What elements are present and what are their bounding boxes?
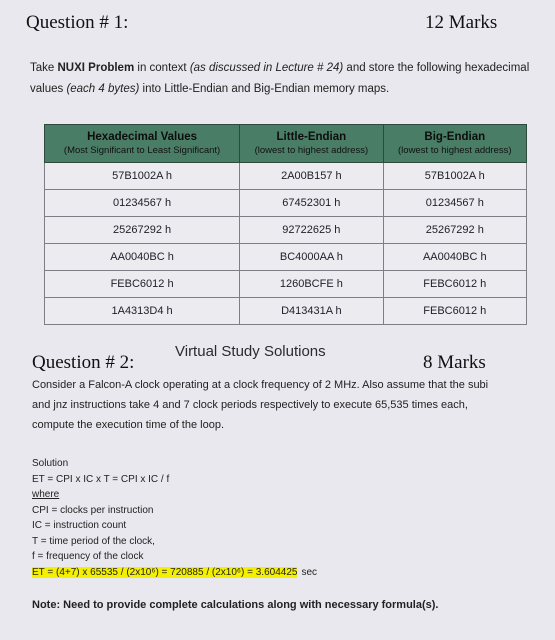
table-row (45, 298, 527, 325)
table-header-row (45, 125, 527, 163)
cell-little: 2A00B157 h (240, 163, 383, 190)
cell-big: 25267292 h (383, 217, 526, 244)
question2-line2: and jnz instructions take 4 and 7 clock periods respectively to execute 65,535 times each, (32, 399, 468, 411)
question2-line3: compute the execution time of the loop. (32, 419, 225, 431)
memory-map-table (44, 124, 527, 325)
table-row (45, 163, 527, 190)
table-row (45, 190, 527, 217)
cell-hex: 1A4313D4 h (45, 298, 240, 325)
solution-def: IC = instruction count (32, 520, 127, 531)
header-big-endian: Big-Endian (lowest to highest address) (383, 125, 526, 163)
question2-marks: 8 Marks (423, 352, 486, 373)
cell-big: FEBC6012 h (383, 298, 526, 325)
question1-title: Question # 1: (26, 12, 129, 33)
question2-prompt (32, 375, 532, 435)
cell-little: 67452301 h (240, 190, 383, 217)
cell-hex: 01234567 h (45, 190, 240, 217)
cell-big: FEBC6012 h (383, 271, 526, 298)
cell-hex: 25267292 h (45, 217, 240, 244)
solution-def: CPI = clocks per instruction (32, 504, 154, 516)
table-row (45, 217, 527, 244)
table-row (45, 244, 527, 271)
cell-big: 01234567 h (383, 190, 526, 217)
question2-title: Question # 2: (32, 352, 135, 373)
note-text: Note: Need to provide complete calculations along with necessary formula(s). (32, 599, 439, 611)
table-row (45, 271, 527, 298)
solution-result: ET = (4+7) x 65535 / (2x10⁶) = 720885 / (2x10⁶) = 3.604425 (32, 566, 298, 578)
question1-prompt: Take NUXI Problem in context (as discussed in Lecture # 24) and store the following hexadecimal values (each 4 bytes) into Little-Endian and Big-Endian memory maps. (30, 62, 530, 95)
cell-hex: FEBC6012 h (45, 271, 240, 298)
cell-little: D413431A h (240, 298, 383, 325)
solution-def: f = frequency of the clock (32, 551, 144, 562)
header-hex: Hexadecimal Values (Most Significant to Least Significant) (45, 125, 240, 163)
solution-unit: sec (301, 566, 318, 578)
cell-big: AA0040BC h (383, 244, 526, 271)
cell-hex: AA0040BC h (45, 244, 240, 271)
cell-little: 92722625 h (240, 217, 383, 244)
solution-block (32, 456, 317, 580)
cell-little: 1260BCFE h (240, 271, 383, 298)
cell-big: 57B1002A h (383, 163, 526, 190)
header-little-endian: Little-Endian (lowest to highest address) (240, 125, 383, 163)
solution-where: where (32, 489, 60, 500)
solution-heading: Solution (32, 458, 69, 469)
solution-def: T = time period of the clock, (32, 535, 155, 547)
question1-marks: 12 Marks (425, 12, 498, 33)
solution-result-line (32, 565, 317, 581)
solution-formula: ET = CPI x IC x T = CPI x IC / f (32, 473, 170, 485)
watermark-text: Virtual Study Solutions (175, 343, 326, 360)
question2-line1: Consider a Falcon-A clock operating at a clock frequency of 2 MHz. Also assume that the subi (32, 379, 489, 391)
cell-hex: 57B1002A h (45, 163, 240, 190)
cell-little: BC4000AA h (240, 244, 383, 271)
